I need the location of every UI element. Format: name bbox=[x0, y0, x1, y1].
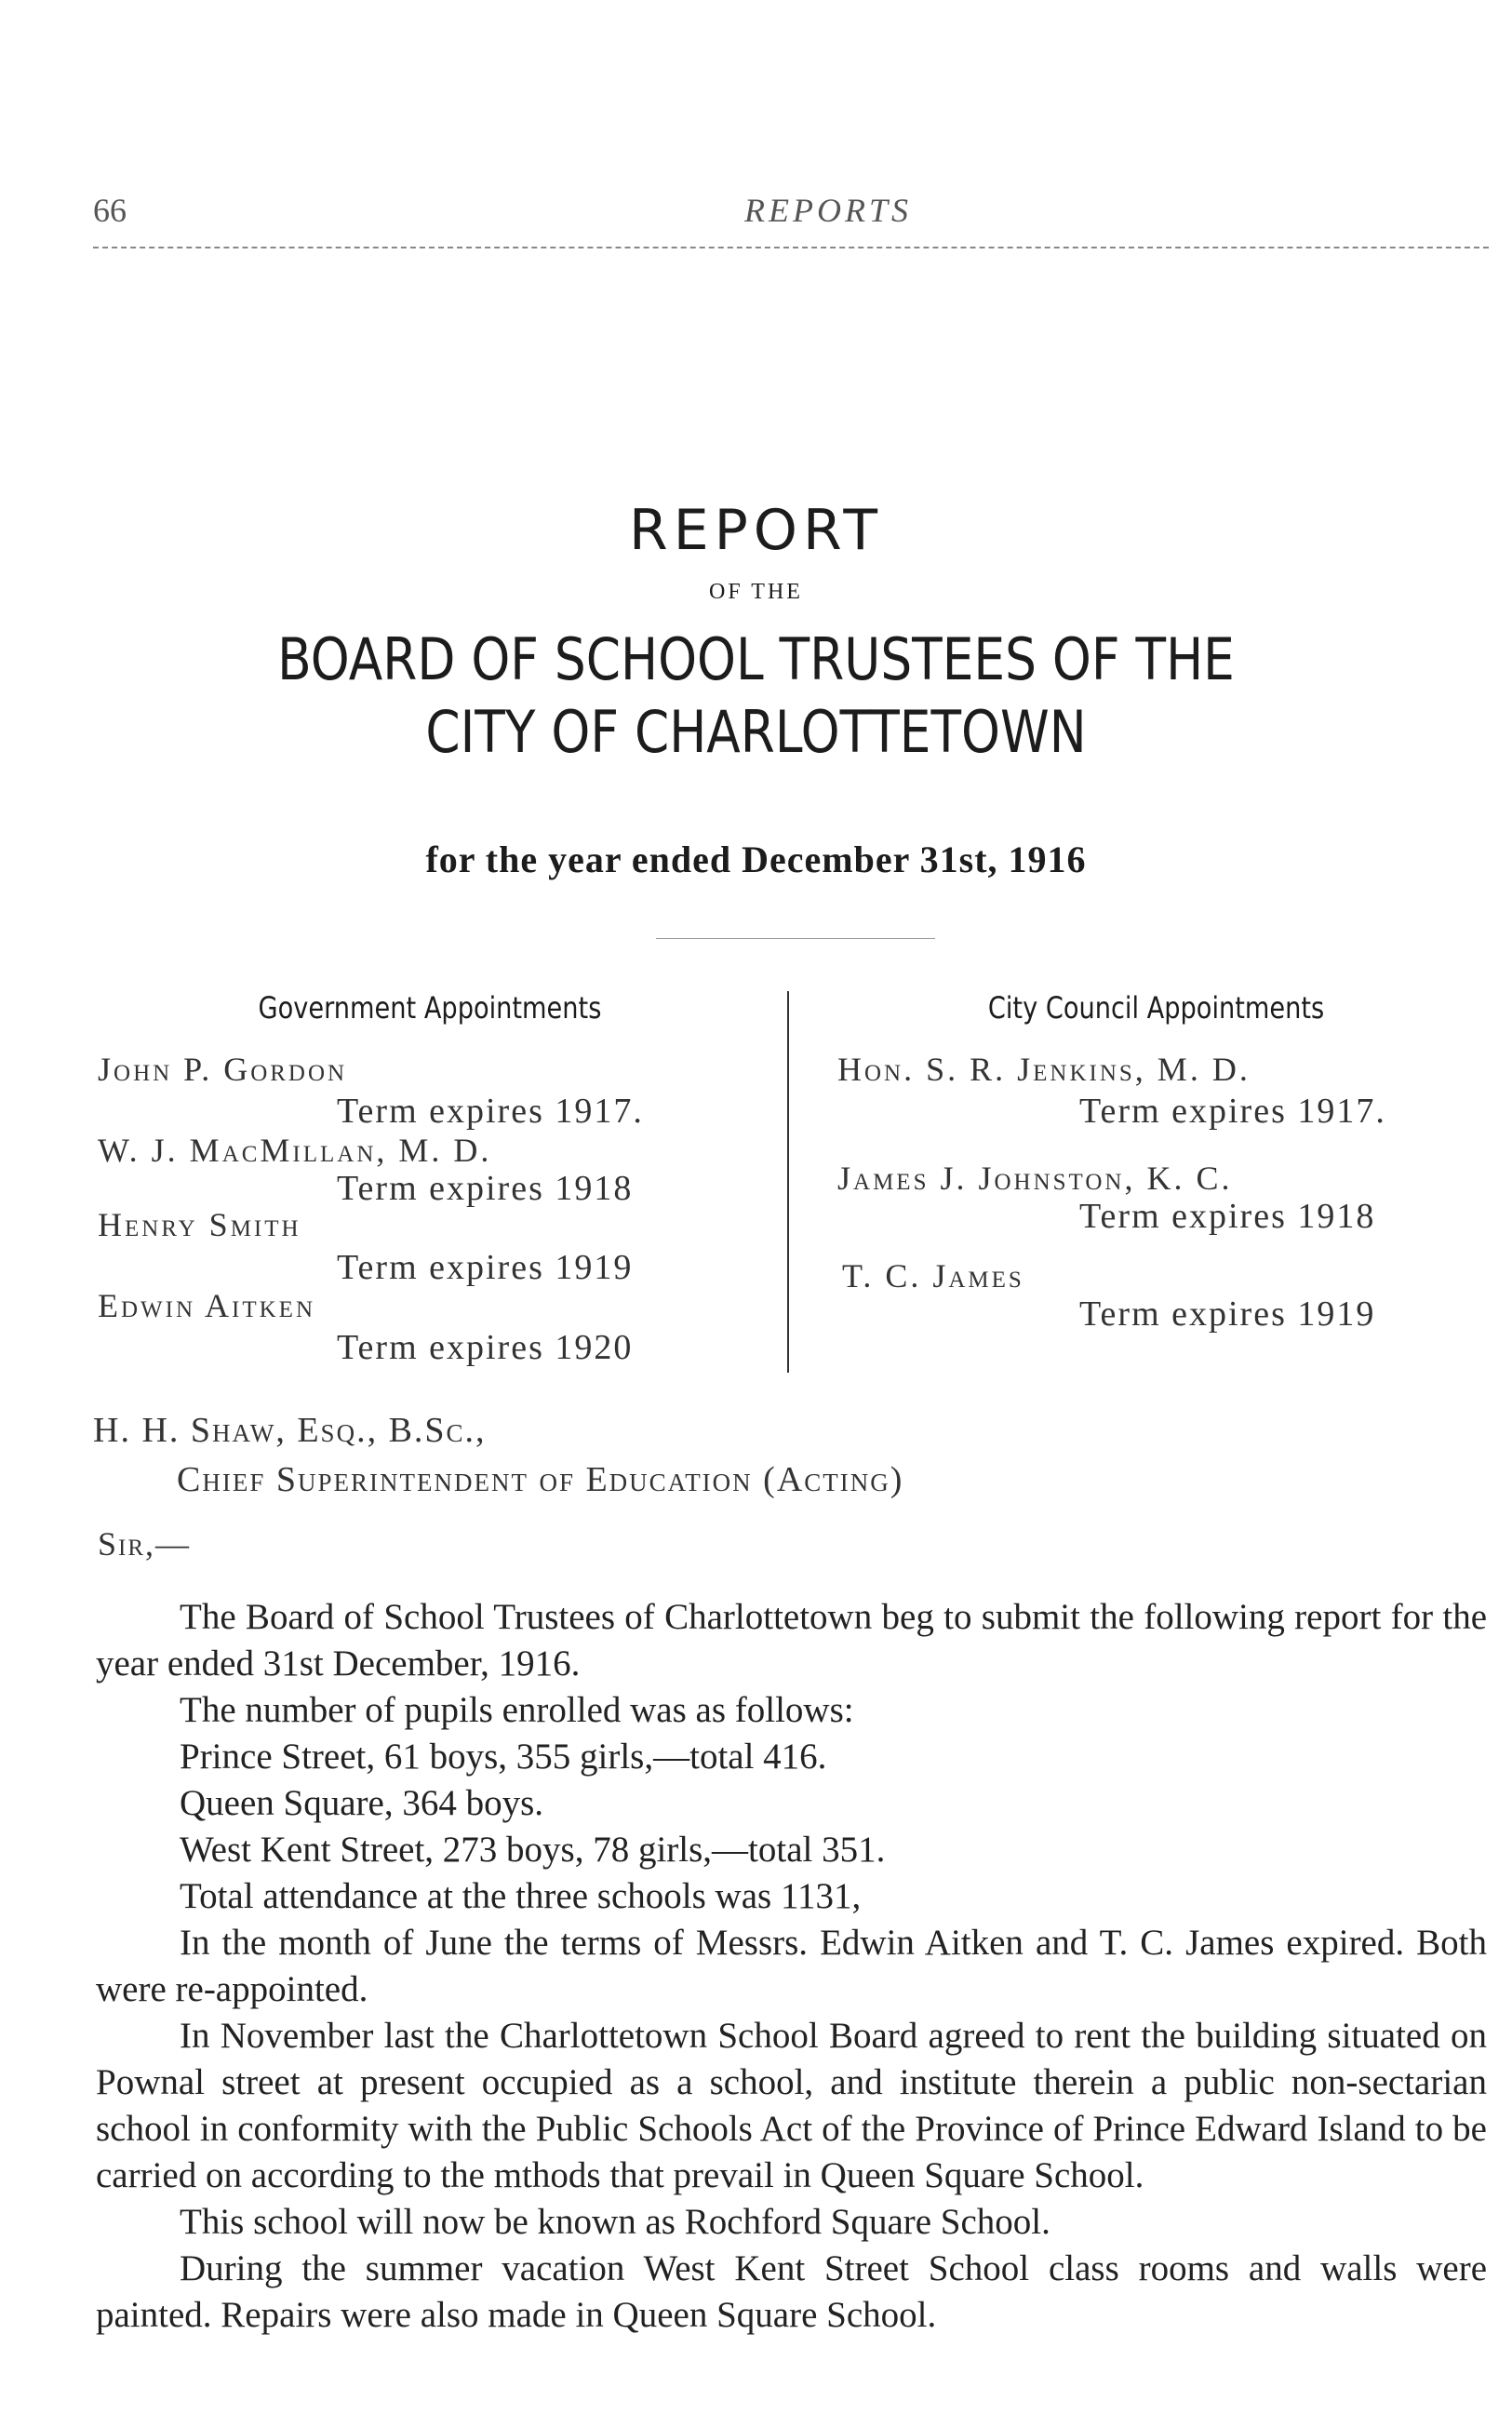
council-member-name: Hon. S. R. Jenkins, M. D. bbox=[837, 1051, 1251, 1088]
council-member-term: Term expires 1919 bbox=[1079, 1294, 1376, 1334]
government-member-term: Term expires 1920 bbox=[337, 1328, 634, 1367]
government-member-term: Term expires 1919 bbox=[337, 1248, 634, 1287]
government-member-term: Term expires 1917. bbox=[337, 1092, 644, 1131]
council-member-term: Term expires 1917. bbox=[1079, 1092, 1386, 1131]
enrolment-line: Prince Street, 61 boys, 355 girls,—total 416. bbox=[180, 1737, 827, 1777]
salutation: Sir,— bbox=[98, 1525, 192, 1563]
title-board bbox=[106, 624, 1407, 768]
running-header bbox=[93, 191, 1489, 247]
title-year-line: for the year ended December 31st, 1916 bbox=[425, 838, 1087, 880]
title-rule bbox=[656, 938, 935, 939]
title-of-the: OF THE bbox=[709, 580, 803, 604]
government-member-term: Term expires 1918 bbox=[337, 1169, 634, 1208]
government-member-name: Henry Smith bbox=[98, 1206, 301, 1243]
title-report: REPORT bbox=[629, 498, 883, 563]
addressee-name: H. H. Shaw, Esq., B.Sc., bbox=[93, 1411, 487, 1450]
paragraph: The number of pupils enrolled was as follows: bbox=[180, 1690, 854, 1730]
paragraph: The Board of School Trustees of Charlottetown beg to submit the following report for the year ended 31st December, 1916. bbox=[96, 1597, 1487, 1684]
column-divider bbox=[787, 991, 789, 1373]
government-member-name: Edwin Aitken bbox=[98, 1287, 316, 1324]
council-member-name: James J. Johnston, K. C. bbox=[837, 1160, 1233, 1197]
report-body bbox=[96, 1594, 1487, 2339]
title-board-line1: BOARD OF SCHOOL TRUSTEES OF THE bbox=[277, 625, 1235, 693]
paragraph: Total attendance at the three schools was 1131, bbox=[180, 1876, 862, 1916]
header-rule bbox=[93, 247, 1489, 248]
enrolment-line: Queen Square, 364 boys. bbox=[180, 1783, 544, 1823]
government-appointments-heading: Government Appointments bbox=[258, 990, 602, 1026]
title-board-line2: CITY OF CHARLOTTETOWN bbox=[425, 697, 1087, 766]
paragraph: During the summer vacation West Kent Street School class rooms and walls were painted. Repairs were also made in Queen Square School. bbox=[96, 2248, 1487, 2335]
city-council-appointments-heading: City Council Appointments bbox=[987, 990, 1325, 1026]
page-number: 66 bbox=[93, 192, 127, 229]
council-member-name: T. C. James bbox=[842, 1257, 1024, 1294]
government-member-name: W. J. MacMillan, M. D. bbox=[98, 1132, 492, 1169]
enrolment-line: West Kent Street, 273 boys, 78 girls,—total 351. bbox=[180, 1830, 886, 1870]
paragraph: This school will now be known as Rochford Square School. bbox=[180, 2202, 1050, 2242]
addressee-title: Chief Superintendent of Education (Acting) bbox=[177, 1460, 904, 1499]
council-member-term: Term expires 1918 bbox=[1079, 1197, 1376, 1236]
running-title: REPORTS bbox=[744, 192, 912, 229]
paragraph: In November last the Charlottetown School Board agreed to rent the building situated on Pownal street at present occupied as a school, and institute therein a public non-sectarian school in conformity with the Public Schools Act of the Province of Prince Edward Island to be carried on according to the mthods that prevail in Queen Square School. bbox=[96, 2016, 1487, 2195]
government-member-name: John P. Gordon bbox=[98, 1051, 348, 1088]
paragraph: In the month of June the terms of Messrs. Edwin Aitken and T. C. James expired. Both were re-appointed. bbox=[96, 1923, 1487, 2009]
